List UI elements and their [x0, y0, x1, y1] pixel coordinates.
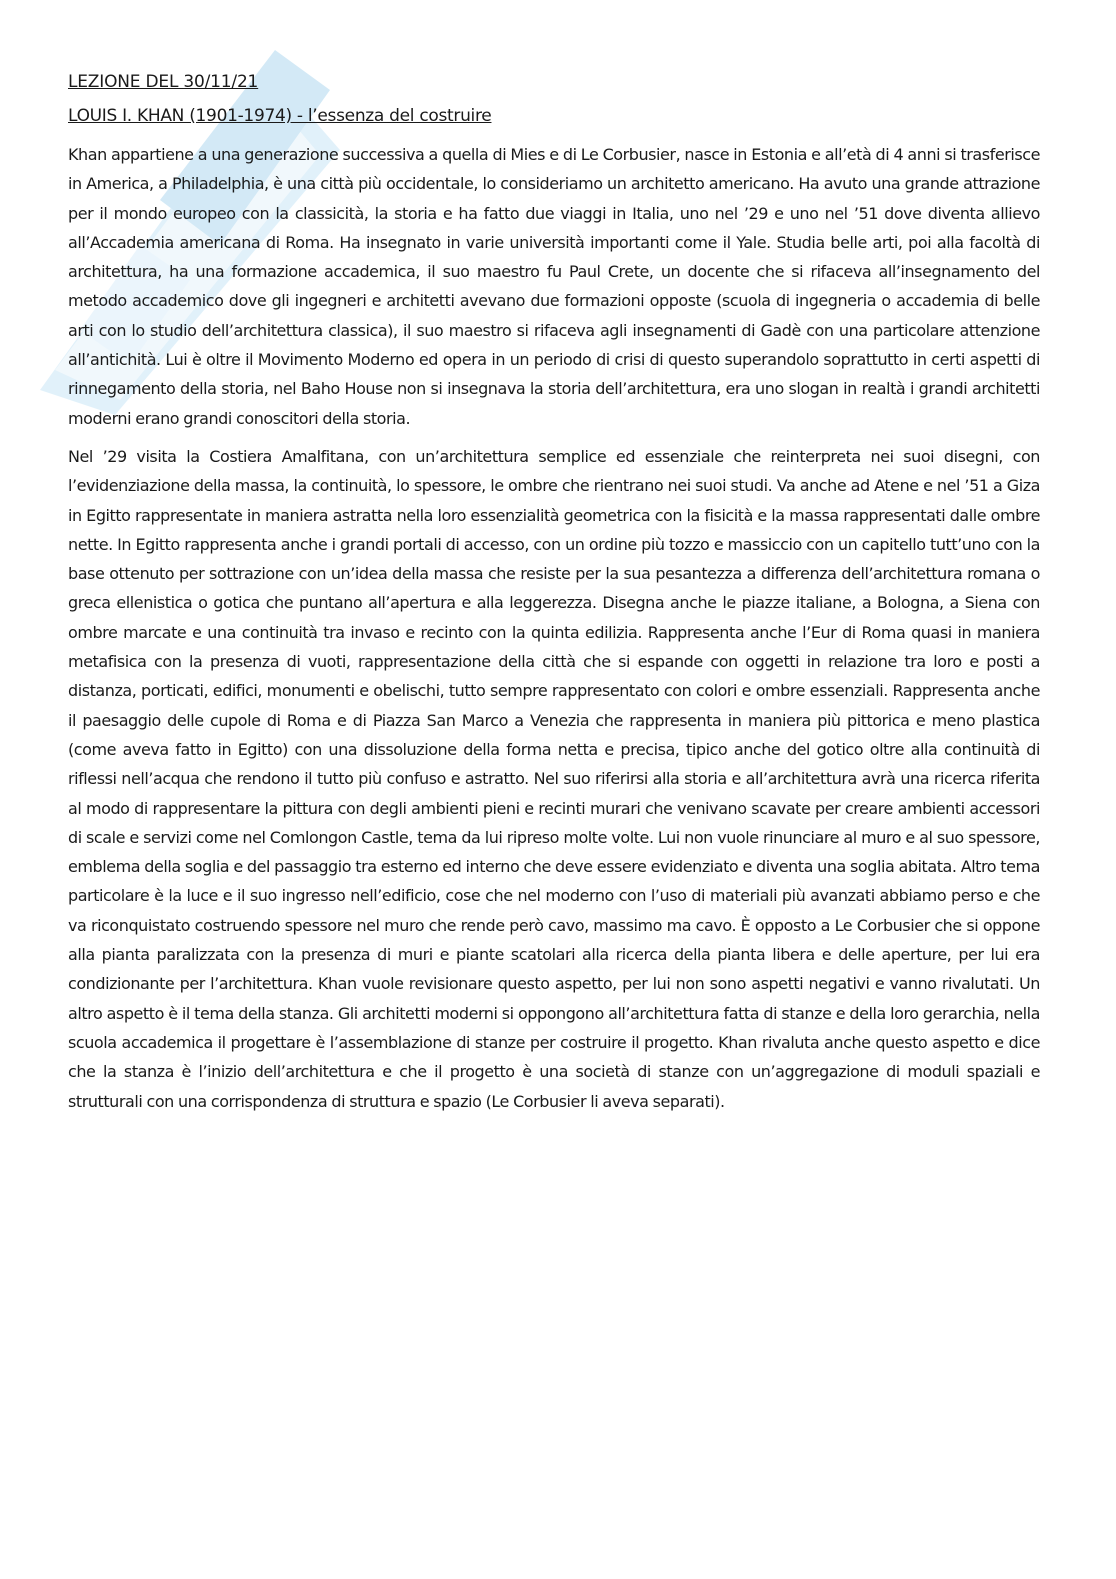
paragraph-intro: Khan appartiene a una generazione successiva a quella di Mies e di Le Corbusier, nasce in Estonia e all’età di 4 anni si trasferisce in America, a Philadelphia, è una città più occidentale, lo consideriamo un architetto americano. Ha avuto una grande attrazione per il mondo europeo con la classicità, la storia e ha fatto due viaggi in Italia, uno nel ’29 e uno nel ’51 dove diventa allievo all’Accademia americana di Roma. Ha insegnato in varie università importanti come il Yale. Studia belle arti, poi alla facoltà di architettura, ha una formazione accademica, il suo maestro fu Paul Crete, un docente che si rifaceva all’insegnamento del metodo accademico dove gli ingegneri e architetti avevano due formazioni opposte (scuola di ingegneria o accademia di belle arti con lo studio dell’architettura classica), il suo maestro si rifaceva agli insegnamenti di Gadè con una particolare attenzione all’antichità. Lui è oltre il Movimento Moderno ed opera in un periodo di crisi di questo superandolo soprattutto in certi aspetti di rinnegamento della storia, nel Baho House non si insegnava la storia dell’architettura, era uno slogan in realtà i grandi architetti moderni erano grandi conoscitori della storia. [68, 145, 1040, 428]
lesson-date: LEZIONE DEL 30/11/21 [68, 72, 259, 92]
paragraph-travels: Nel ’29 visita la Costiera Amalfitana, con un’architettura semplice ed essenziale che reinterpreta nei suoi disegni, con l’evidenziazione della massa, la continuità, lo spessore, le ombre che rientrano nei suoi studi. Va anche ad Atene e nel ’51 a Giza in Egitto rappresentate in maniera astratta nella loro essenzialità geometrica con la fisicità e la massa rappresentati dalle ombre nette. In Egitto rappresenta anche i grandi portali di accesso, con un ordine più tozzo e massiccio con un capitello tutt’uno con la base ottenuto per sottrazione con un’idea della massa che resiste per la sua pesantezza a differenza dell’architettura romana o greca ellenistica o gotica che puntano all’apertura e alla leggerezza. Disegna anche le piazze italiane, a Bologna, a Siena con ombre marcate e una continuità tra invaso e recinto con la quinta edilizia. Rappresenta anche l’Eur di Roma quasi in maniera metafisica con la presenza di vuoti, rappresentazione della città che si espande con oggetti in relazione tra loro e posti a distanza, porticati, edifici, monumenti e obelischi, tutto sempre rappresentato con colori e ombre essenziali. Rappresenta anche il paesaggio delle cupole di Roma e di Piazza San Marco a Venezia che rappresenta in maniera più pittorica e meno plastica (come aveva fatto in Egitto) con una dissoluzione della forma netta e precisa, tipico anche del gotico oltre alla continuità di riflessi nell’acqua che rendono il tutto più confuso e astratto. Nel suo riferirsi alla storia e all’architettura avrà una ricerca riferita al modo di rappresentare la pittura con degli ambienti pieni e recinti murari che venivano scavate per creare ambienti accessori di scale e servizi come nel Comlongon Castle, tema da lui ripreso molte volte. Lui non vuole rinunciare al muro e al suo spessore, emblema della soglia e del passaggio tra esterno ed interno che deve essere evidenziato e diventa una soglia abitata. Altro tema particolare è la luce e il suo ingresso nell’edificio, cose che nel moderno con l’uso di materiali più avanzati abbiamo perso e che va riconquistato costruendo spessore nel muro che rende però cavo, massimo ma cavo. È opposto a Le Corbusier che si oppone alla pianta paralizzata con la presenza di muri e piante scatolari alla ricerca della pianta libera e delle aperture, per lui era condizionante per l’architettura. Khan vuole revisionare questo aspetto, per lui non sono aspetti negativi e vanno rivalutati. Un altro aspetto è il tema della stanza. Gli architetti moderni si oppongono all’architettura fatta di stanze e della loro gerarchia, nella scuola accademica il progettare è l’assemblazione di stanze per costruire il progetto. Khan rivaluta anche questo aspetto e dice che la stanza è l’inizio dell’architettura e che il progetto è una società di stanze con un’aggregazione di moduli spaziali e strutturali con una corrispondenza di struttura e spazio (Le Corbusier li aveva separati). [68, 446, 1040, 1111]
section-title: LOUIS I. KHAN (1901-1974) - l’essenza del costruire [68, 106, 492, 126]
document-content [68, 68, 1040, 1125]
